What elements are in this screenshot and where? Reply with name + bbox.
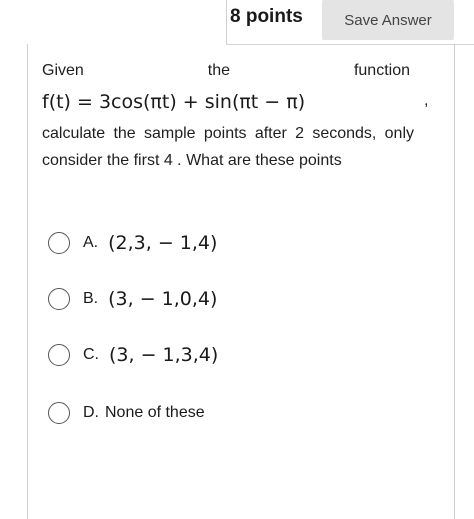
option-value: None of these bbox=[105, 404, 205, 421]
question-card-right-border bbox=[454, 44, 455, 519]
radio-button-a[interactable] bbox=[48, 232, 70, 254]
question-text: calculate the sample points after 2 seconds, only consider the first 4 . What are these points bbox=[42, 125, 414, 169]
question-intro-word: function bbox=[353, 62, 410, 79]
points-label: 8 points bbox=[230, 6, 303, 27]
formula-comma: , bbox=[424, 92, 429, 109]
radio-button-d[interactable] bbox=[48, 402, 70, 424]
option-value: (3, − 1,3,4) bbox=[109, 344, 219, 366]
option-value: (3, − 1,0,4) bbox=[108, 288, 218, 310]
question-formula: f(t) = 3cos(πt) + sin(πt − π) bbox=[42, 91, 306, 113]
option-value: (2,3, − 1,4) bbox=[108, 232, 218, 254]
option-letter: B. bbox=[83, 290, 99, 307]
option-letter: C. bbox=[83, 346, 99, 363]
option-letter: D. bbox=[83, 404, 99, 421]
option-letter: A. bbox=[83, 234, 99, 251]
question-intro bbox=[42, 62, 410, 80]
option-a[interactable] bbox=[48, 229, 217, 257]
option-d[interactable] bbox=[48, 399, 205, 427]
question-intro-word: Given bbox=[42, 62, 84, 79]
question-intro-word: the bbox=[207, 62, 230, 79]
radio-button-c[interactable] bbox=[48, 344, 70, 366]
option-b[interactable] bbox=[48, 285, 217, 313]
question-card-left-border bbox=[27, 44, 28, 519]
save-answer-button[interactable]: Save Answer bbox=[322, 0, 454, 40]
radio-button-b[interactable] bbox=[48, 288, 70, 310]
option-c[interactable] bbox=[48, 341, 218, 369]
